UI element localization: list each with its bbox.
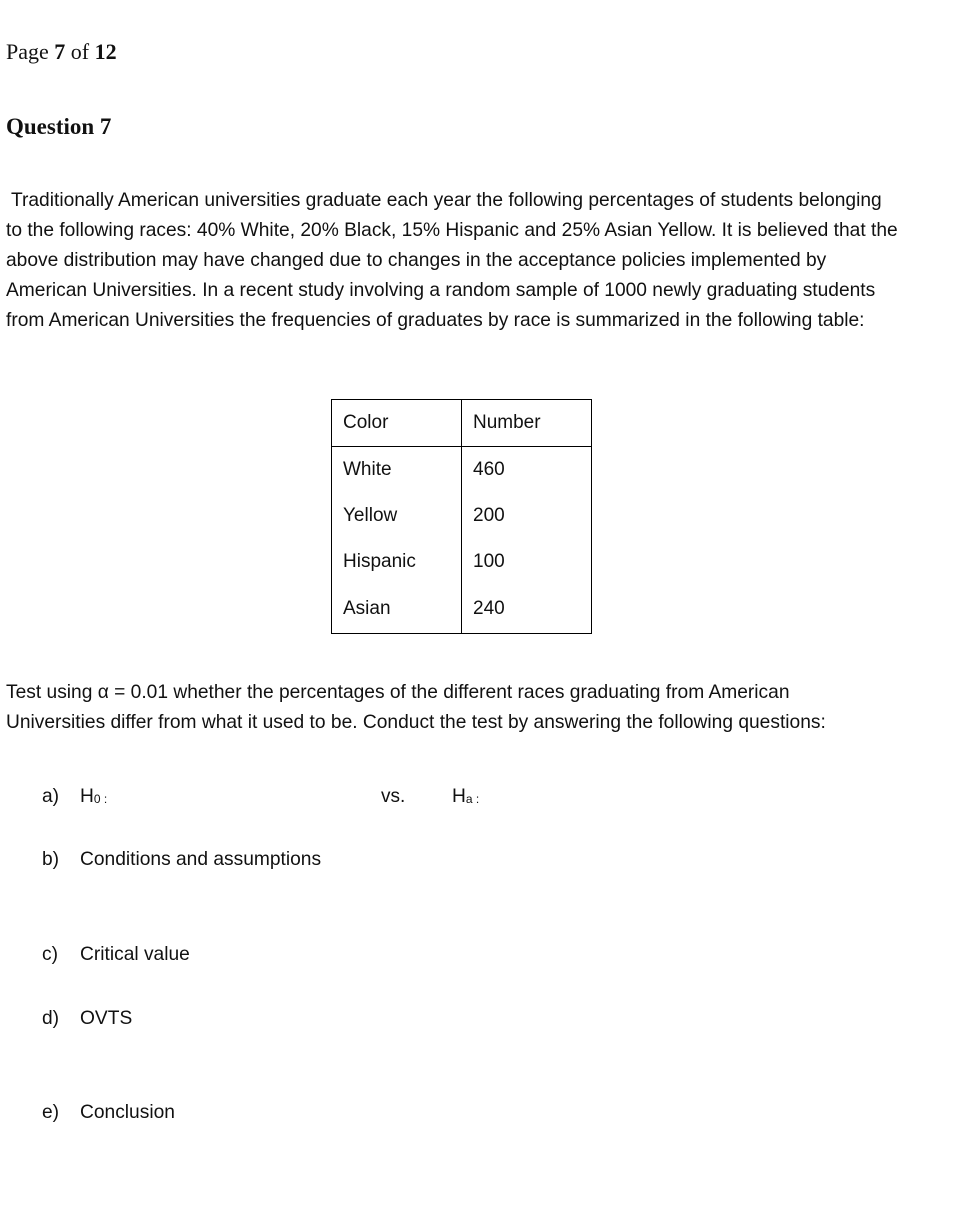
table-cell-color: Hispanic <box>332 539 462 585</box>
total-pages-number: 12 <box>94 39 117 64</box>
part-b-item <box>42 849 321 871</box>
column-header-number: Number <box>462 400 592 447</box>
intro-line: above distribution may have changed due to changes in the acceptance policies implemented by <box>6 250 827 271</box>
part-c-item <box>42 944 190 966</box>
part-b-text: Conditions and assumptions <box>80 849 322 870</box>
frequency-table <box>331 399 592 634</box>
part-d-text: OVTS <box>80 1008 133 1029</box>
h0-subscript: 0 : <box>93 792 108 806</box>
part-d-label: d) <box>42 1008 60 1029</box>
instruction-line: Universities differ from what it used to be. Conduct the test by answering the following questions: <box>6 712 826 733</box>
intro-line: American Universities. In a recent study involving a random sample of 1000 newly graduating students <box>6 280 876 301</box>
intro-line: from American Universities the frequencies of graduates by race is summarized in the following table: <box>6 310 865 331</box>
page-word: Page <box>6 39 49 64</box>
part-a-null-hypothesis <box>42 786 107 808</box>
table-row <box>332 539 592 585</box>
part-c-text: Critical value <box>80 944 190 965</box>
table-cell-color: Yellow <box>332 493 462 539</box>
page-indicator <box>6 39 117 65</box>
part-e-item <box>42 1102 175 1124</box>
part-d-item <box>42 1008 132 1030</box>
ha-subscript: a : <box>465 792 480 806</box>
question-title: Question 7 <box>6 114 112 139</box>
part-a-label: a) <box>42 786 60 807</box>
table-cell-number: 200 <box>462 493 592 539</box>
intro-line: to the following races: 40% White, 20% Black, 15% Hispanic and 25% Asian Yellow. It is believed that the <box>6 220 898 241</box>
instruction-line: Test using α = 0.01 whether the percentages of the different races graduating from American <box>6 682 790 703</box>
ha-symbol: H <box>452 786 466 807</box>
test-instructions-paragraph <box>6 678 961 738</box>
part-b-label: b) <box>42 849 60 870</box>
h0-symbol: H <box>80 786 94 807</box>
intro-line: Traditionally American universities graduate each year the following percentages of students belonging <box>6 190 882 211</box>
part-e-label: e) <box>42 1102 60 1123</box>
versus-label: vs. <box>381 786 406 807</box>
table-row <box>332 585 592 634</box>
table-cell-number: 100 <box>462 539 592 585</box>
table-cell-number: 460 <box>462 447 592 494</box>
of-word: of <box>70 39 90 64</box>
table-row <box>332 447 592 494</box>
column-header-color: Color <box>332 400 462 447</box>
table-cell-number: 240 <box>462 585 592 634</box>
question-intro-paragraph <box>6 186 961 336</box>
table-row <box>332 493 592 539</box>
table-cell-color: Asian <box>332 585 462 634</box>
table-header-row <box>332 400 592 447</box>
part-c-label: c) <box>42 944 58 965</box>
table-cell-color: White <box>332 447 462 494</box>
part-e-text: Conclusion <box>80 1102 175 1123</box>
part-a-alternative-hypothesis <box>452 786 479 808</box>
current-page-number: 7 <box>54 39 66 64</box>
